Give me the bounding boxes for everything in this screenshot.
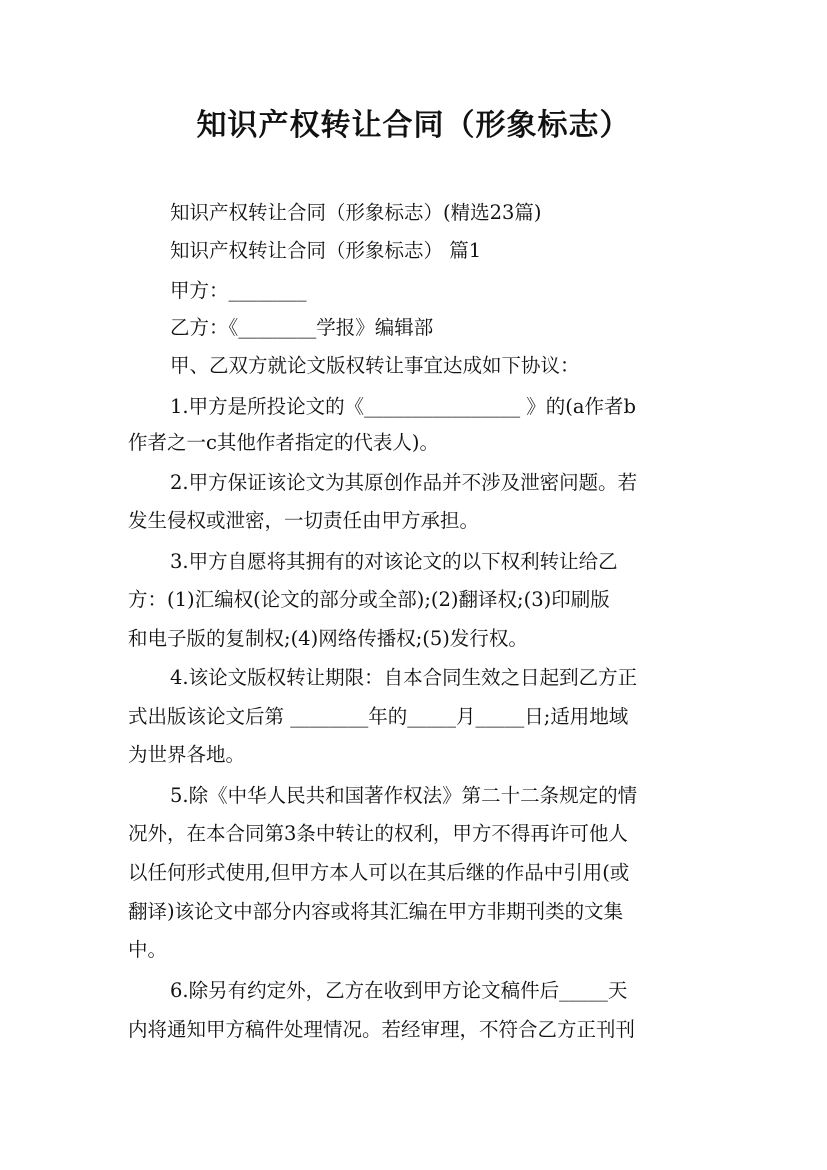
party-b-line: 乙方：《________学报》编辑部 xyxy=(170,316,434,339)
agreement-intro: 甲、乙双方就论文版权转让事宜达成如下协议： xyxy=(170,354,580,377)
clause-4-line-1: 4.该论文版权转让期限：自本合同生效之日起到乙方正 xyxy=(170,666,638,689)
clause-5-line-3: 以任何形式使用,但甲方本人可以在其后继的作品中引用(或 xyxy=(128,861,630,884)
clause-5-line-2: 况外，在本合同第3条中转让的权利，甲方不得再许可他人 xyxy=(128,822,628,845)
document-title: 知识产权转让合同（形象标志） xyxy=(196,108,631,143)
clause-6-line-2: 内将通知甲方稿件处理情况。若经审理，不符合乙方正刊刊 xyxy=(128,1018,636,1041)
clause-5-line-5: 中。 xyxy=(128,938,168,961)
clause-2-line-1: 2.甲方保证该论文为其原创作品并不涉及泄密问题。若 xyxy=(170,471,638,494)
clause-1-line-2: 作者之一c其他作者指定的代表人)。 xyxy=(128,431,440,454)
doc-subtitle: 知识产权转让合同（形象标志）(精选23篇) xyxy=(170,201,542,224)
clause-2-line-2: 发生侵权或泄密，一切责任由甲方承担。 xyxy=(128,509,480,532)
clause-1-line-1: 1.甲方是所投论文的《________________ 》的(a作者b xyxy=(170,395,637,418)
clause-4-line-2: 式出版该论文后第 ________年的_____月_____日;适用地域 xyxy=(128,705,629,728)
party-a-line: 甲方：________ xyxy=(170,279,307,302)
clause-3-line-1: 3.甲方自愿将其拥有的对该论文的以下权利转让给乙 xyxy=(170,550,618,573)
clause-6-line-1: 6.除另有约定外，乙方在收到甲方论文稿件后_____天 xyxy=(170,979,628,1002)
section-heading: 知识产权转让合同（形象标志） 篇1 xyxy=(170,239,482,262)
clause-3-line-2: 方：(1)汇编权(论文的部分或全部);(2)翻译权;(3)印刷版 xyxy=(128,588,610,611)
clause-3-line-3: 和电子版的复制权;(4)网络传播权;(5)发行权。 xyxy=(128,627,528,650)
clause-4-line-3: 为世界各地。 xyxy=(128,743,246,766)
clause-5-line-4: 翻译)该论文中部分内容或将其汇编在甲方非期刊类的文集 xyxy=(128,900,624,923)
clause-5-line-1: 5.除《中华人民共和国著作权法》第二十二条规定的情 xyxy=(170,784,638,807)
